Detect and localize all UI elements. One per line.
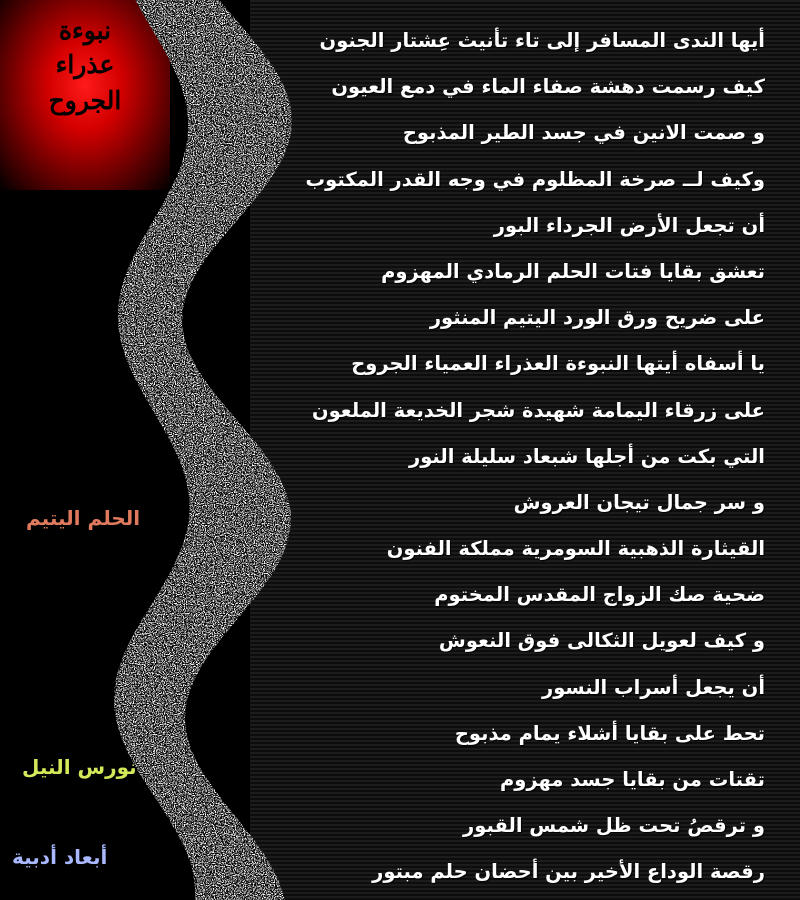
title-line-3: الجروح <box>48 86 122 115</box>
site-label: أبعاد أدبية <box>12 845 108 869</box>
dream-label: الحلم اليتيم <box>26 506 141 530</box>
poem-line: رقصة الوداع الأخير بين أحضان حلم مبتور <box>372 860 765 884</box>
poem-line: ضحية صك الزواج المقدس المختوم <box>434 583 765 607</box>
poem-line: أن تجعل الأرض الجرداء البور <box>493 213 765 237</box>
poem-line: أيها الندى المسافر إلى تاء تأنيث عِشتار الجنون <box>319 29 765 52</box>
poem-line: التي بكت من أجلها شبعاد سليلة النور <box>408 444 765 468</box>
poem-line: و صمت الانين في جسد الطير المذبوح <box>402 121 765 145</box>
poem-line: القيثارة الذهبية السومرية مملكة الفنون <box>386 537 765 561</box>
poem-line: و سر جمال تيجان العروش <box>513 490 765 514</box>
poem-line: تقتات من بقايا جسد مهزوم <box>500 768 765 791</box>
poem-line: على ضريح ورق الورد اليتيم المنثور <box>429 306 765 330</box>
poem-line: يا أسفاه أيتها النبوءة العذراء العمياء الجروح <box>351 352 765 376</box>
poem-line: تحط على بقايا أشلاء يمام مذبوح <box>454 721 765 745</box>
poem-line: أن يجعل أسراب النسور <box>541 675 765 699</box>
author-label: نورس النيل <box>22 755 137 779</box>
title-line-2: عذراء <box>55 50 115 79</box>
poem-line: و كيف لعويل الثكالى فوق النعوش <box>438 629 765 653</box>
title-line-1: نبوءة <box>58 16 112 45</box>
poem-line: كيف رسمت دهشة صفاء الماء في دمع العيون <box>331 75 765 99</box>
poem-line: على زرقاء اليمامة شهيدة شجر الخديعة الملعون <box>311 398 765 422</box>
poem-line: وكيف لــ صرخة المظلوم في وجه القدر المكتوب <box>305 167 765 191</box>
poem-body <box>235 18 765 896</box>
poem-line: تعشق بقايا فتات الحلم الرمادي المهزوم <box>381 259 765 283</box>
poem-line: و ترقصُ تحت ظل شمس القبور <box>463 814 765 838</box>
